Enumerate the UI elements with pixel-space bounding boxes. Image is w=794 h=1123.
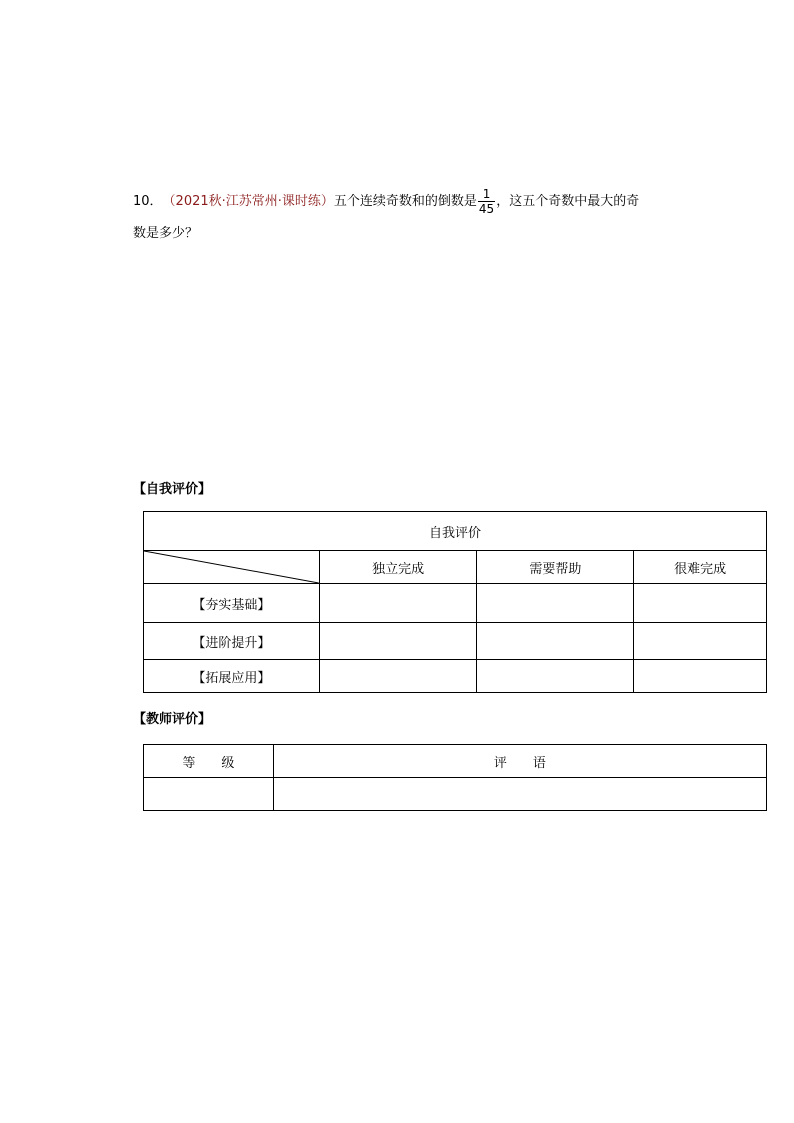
fraction-denominator: 45 — [478, 202, 495, 216]
col-header-grade: 等 级 — [144, 745, 274, 778]
grade-cell[interactable] — [144, 778, 274, 811]
teacher-eval-table — [143, 744, 767, 811]
eval-cell[interactable] — [319, 623, 477, 660]
eval-cell[interactable] — [634, 660, 767, 693]
self-eval-table — [143, 511, 767, 693]
diagonal-header-cell — [144, 551, 320, 584]
col-header-difficult: 很难完成 — [634, 551, 767, 584]
eval-cell[interactable] — [319, 584, 477, 623]
diagonal-line — [144, 551, 319, 583]
eval-cell[interactable] — [634, 623, 767, 660]
question-line-1 — [133, 187, 693, 216]
row-label-basics: 【夯实基础】 — [144, 584, 320, 623]
question-text-before: 五个连续奇数和的倒数是 — [333, 193, 477, 209]
eval-cell[interactable] — [477, 623, 634, 660]
fraction-numerator: 1 — [482, 187, 491, 201]
question-line-2: 数是多少？ — [133, 226, 199, 241]
self-eval-heading: 【自我评价】 — [133, 482, 212, 497]
eval-cell[interactable] — [477, 660, 634, 693]
teacher-eval-heading: 【教师评价】 — [133, 712, 212, 727]
table-row — [144, 660, 767, 693]
row-label-extension: 【拓展应用】 — [144, 660, 320, 693]
col-header-independent: 独立完成 — [319, 551, 477, 584]
self-eval-table-title: 自我评价 — [144, 512, 767, 551]
col-header-comment: 评 语 — [273, 745, 766, 778]
col-header-need-help: 需要帮助 — [477, 551, 634, 584]
question-source: （2021秋·江苏常州·课时练） — [162, 193, 334, 209]
eval-cell[interactable] — [634, 584, 767, 623]
fraction — [478, 187, 495, 216]
comment-cell[interactable] — [273, 778, 766, 811]
question-10 — [133, 187, 693, 244]
eval-cell[interactable] — [319, 660, 477, 693]
table-row — [144, 623, 767, 660]
question-number: 10． — [133, 193, 163, 209]
eval-cell[interactable] — [477, 584, 634, 623]
table-row — [144, 584, 767, 623]
row-label-advanced: 【进阶提升】 — [144, 623, 320, 660]
table-row — [144, 778, 767, 811]
question-text-after: ，这五个奇数中最大的奇 — [496, 193, 640, 209]
